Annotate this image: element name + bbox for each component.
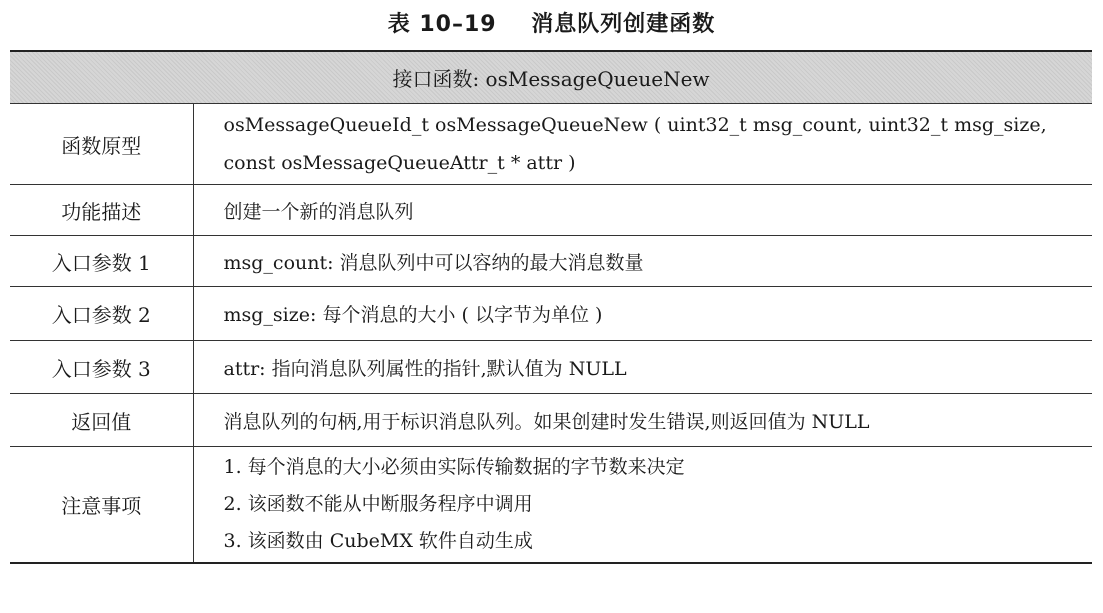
note-item-2: 2. 该函数不能从中断服务程序中调用 bbox=[223, 493, 533, 515]
row-label-param3: 入口参数 3 bbox=[10, 341, 193, 394]
table-title: 消息队列创建函数 bbox=[531, 12, 716, 37]
param3-value: attr: 指向消息队列属性的指针,默认值为 NULL bbox=[193, 341, 1092, 394]
table-row-param2 bbox=[10, 287, 1092, 341]
table-number: 表 10–19 bbox=[387, 12, 497, 37]
row-label-return: 返回值 bbox=[10, 394, 193, 447]
return-value: 消息队列的句柄,用于标识消息队列。如果创建时发生错误,则返回值为 NULL bbox=[193, 394, 1092, 447]
row-label-notes: 注意事项 bbox=[10, 447, 193, 564]
api-spec-table bbox=[10, 50, 1092, 564]
param2-value: msg_size: 每个消息的大小 ( 以字节为单位 ) bbox=[193, 287, 1092, 341]
row-label-param1: 入口参数 1 bbox=[10, 236, 193, 287]
table-row-prototype bbox=[10, 104, 1092, 185]
prototype-line-1: osMessageQueueId_t osMessageQueueNew ( uint32_t msg_count, uint32_t msg_size, bbox=[223, 114, 1047, 136]
table-row-param1 bbox=[10, 236, 1092, 287]
interface-function-header: 接口函数: osMessageQueueNew bbox=[10, 51, 1092, 104]
row-label-param2: 入口参数 2 bbox=[10, 287, 193, 341]
param1-value: msg_count: 消息队列中可以容纳的最大消息数量 bbox=[193, 236, 1092, 287]
table-row-description bbox=[10, 185, 1092, 236]
description-value: 创建一个新的消息队列 bbox=[193, 185, 1092, 236]
notes-value bbox=[193, 447, 1092, 564]
prototype-line-2: const osMessageQueueAttr_t * attr ) bbox=[223, 152, 576, 174]
note-item-1: 1. 每个消息的大小必须由实际传输数据的字节数来决定 bbox=[223, 456, 685, 478]
table-row-param3 bbox=[10, 341, 1092, 394]
note-item-3: 3. 该函数由 CubeMX 软件自动生成 bbox=[223, 530, 533, 552]
row-label-description: 功能描述 bbox=[10, 185, 193, 236]
table-caption bbox=[0, 10, 1103, 40]
row-label-prototype: 函数原型 bbox=[10, 104, 193, 185]
table-row-notes bbox=[10, 447, 1092, 564]
prototype-value bbox=[193, 104, 1092, 185]
table-row-return bbox=[10, 394, 1092, 447]
table-header-row bbox=[10, 51, 1092, 104]
